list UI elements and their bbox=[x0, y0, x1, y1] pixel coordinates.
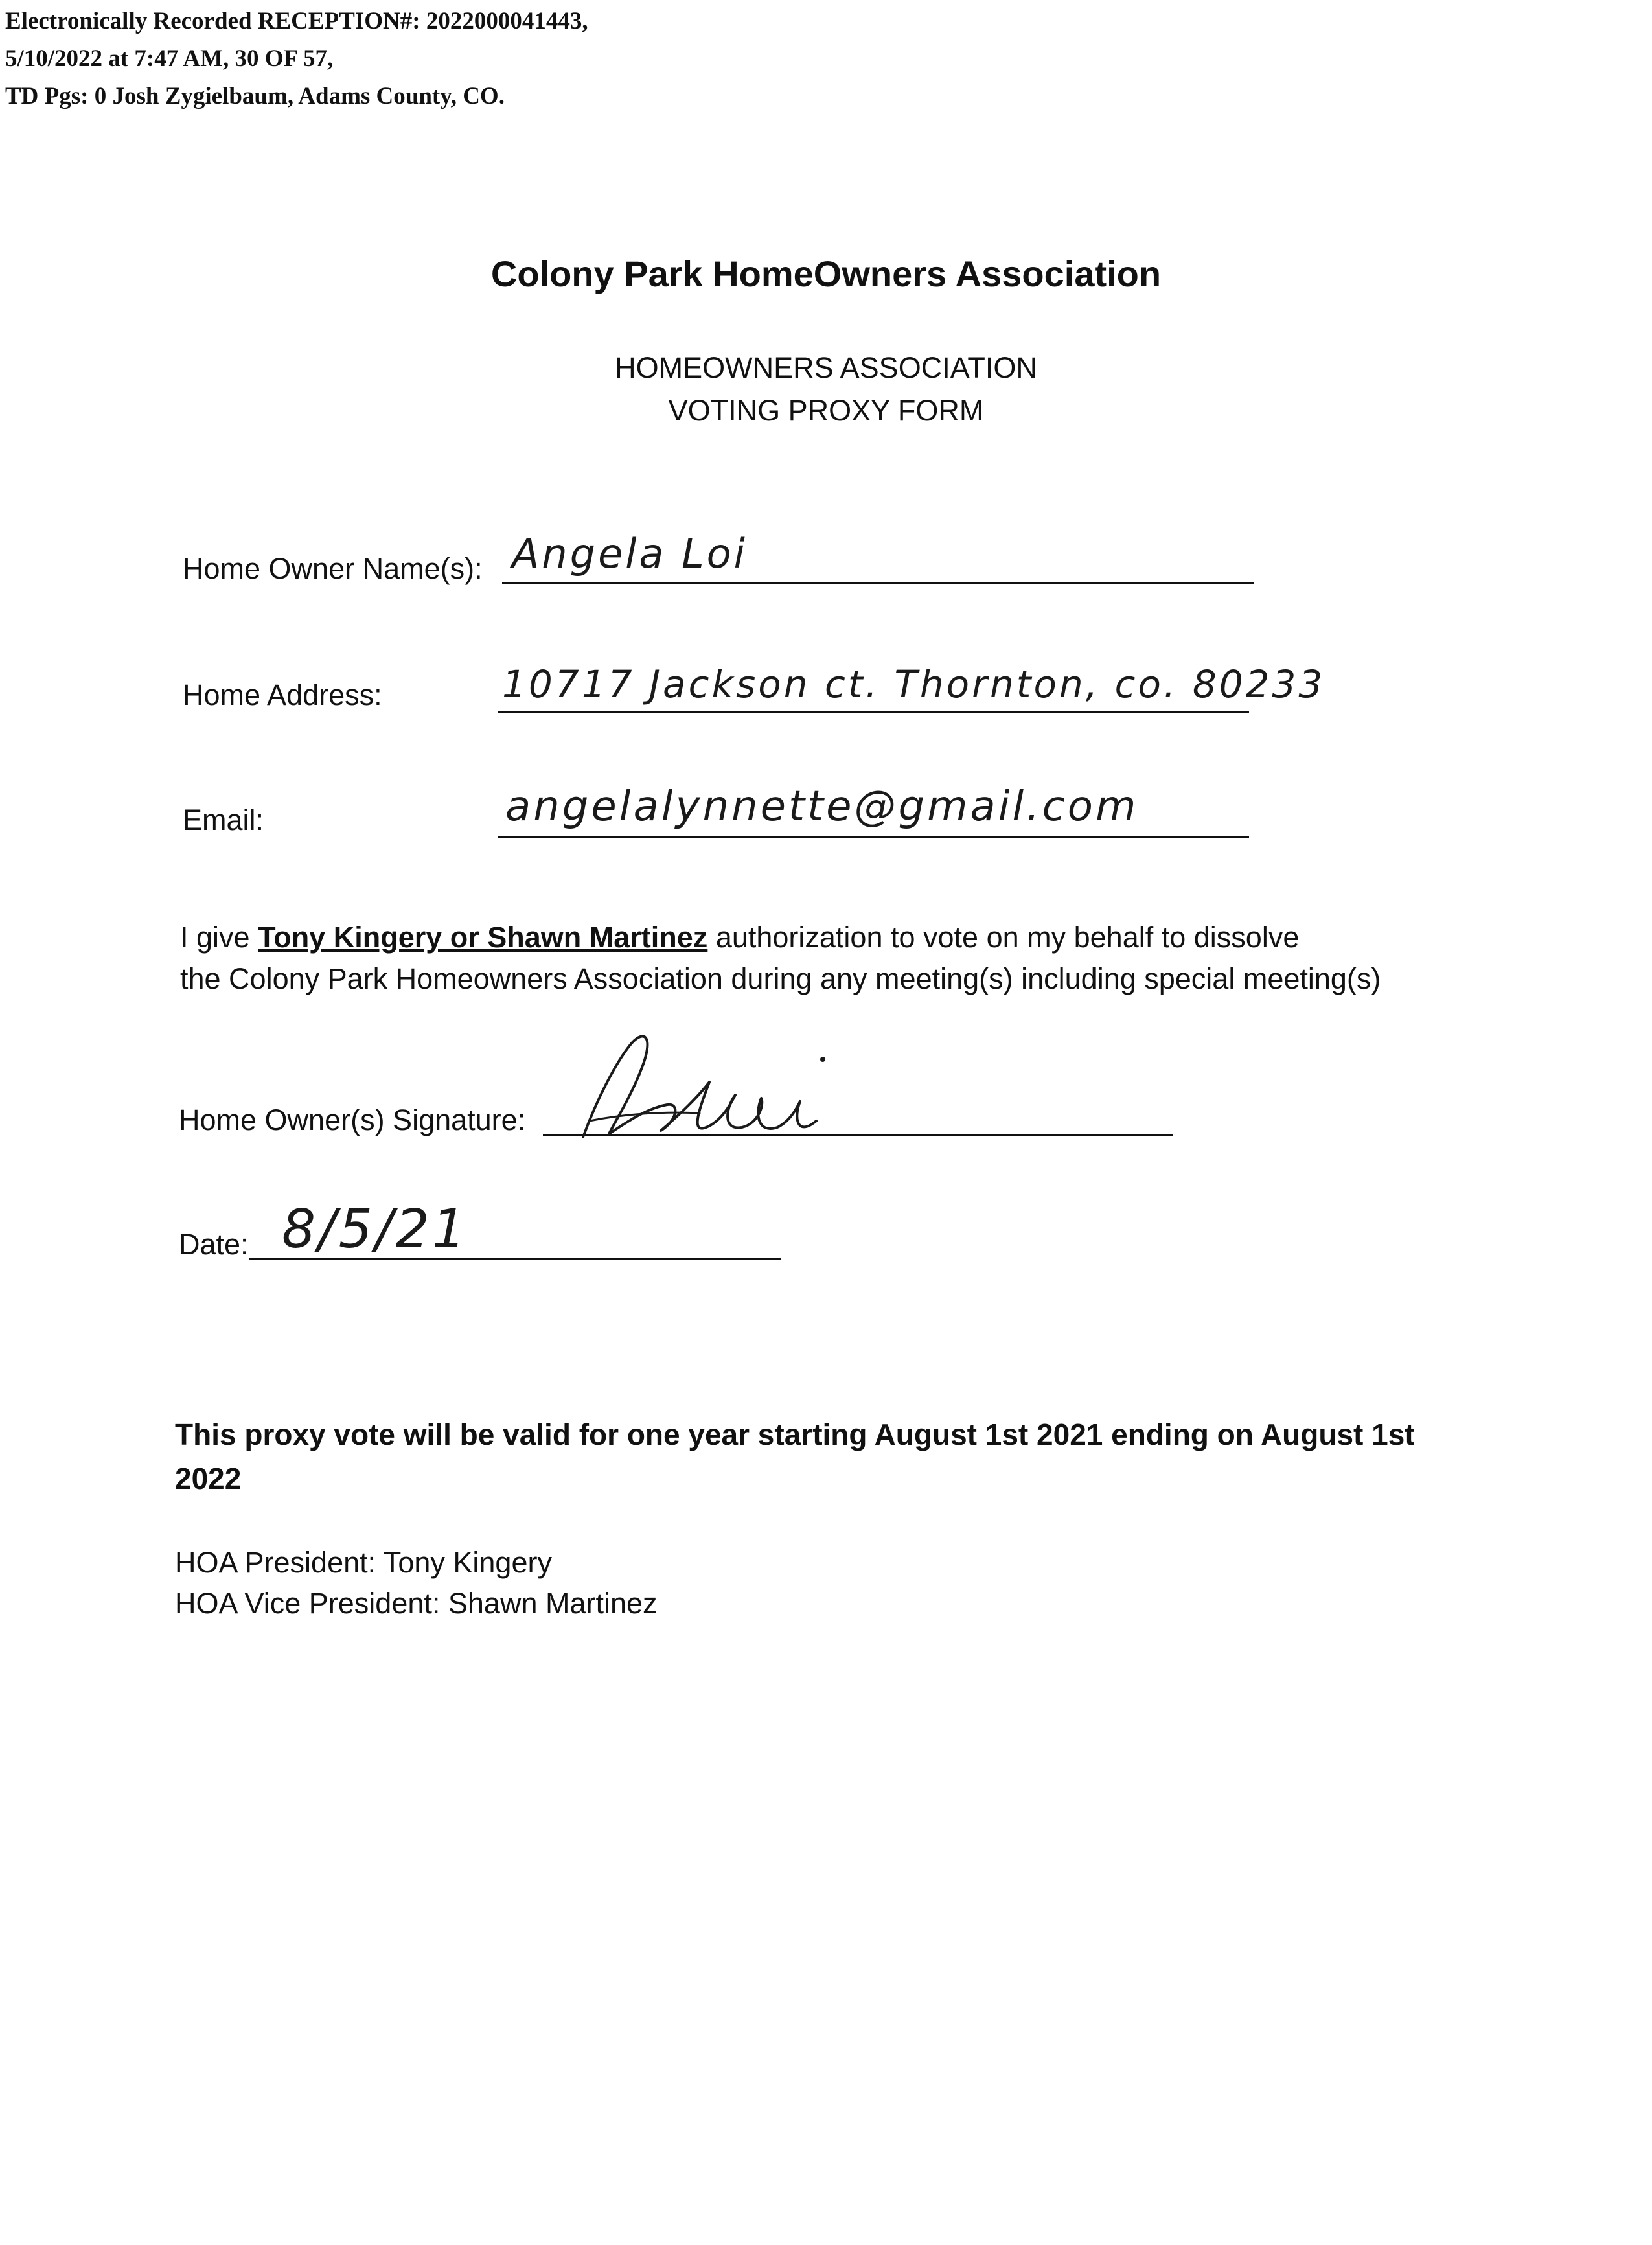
owner-name-line bbox=[502, 582, 1254, 584]
email-value: angelalynnette@gmail.com bbox=[505, 783, 1139, 831]
handwritten-signature bbox=[570, 1024, 855, 1153]
date-label: Date: bbox=[179, 1228, 249, 1261]
recording-stamp-line3: TD Pgs: 0 Josh Zygielbaum, Adams County, CO. bbox=[5, 83, 505, 109]
hoa-president: HOA President: Tony Kingery bbox=[175, 1546, 552, 1579]
address-label: Home Address: bbox=[183, 678, 382, 711]
hoa-vice-president: HOA Vice President: Shawn Martinez bbox=[175, 1587, 658, 1620]
validity-statement: This proxy vote will be valid for one year starting August 1st 2021 ending on August 1st 2022 bbox=[175, 1418, 1415, 1495]
address-value: 10717 Jackson ct. Thornton, co. 80233 bbox=[502, 662, 1325, 706]
recording-stamp-line2: 5/10/2022 at 7:47 AM, 30 OF 57, bbox=[5, 45, 334, 72]
owner-name-value: Angela Loi bbox=[512, 530, 748, 577]
recording-stamp-line1: Electronically Recorded RECEPTION#: 2022000041443, bbox=[5, 8, 588, 34]
officers bbox=[175, 1542, 658, 1624]
email-label: Email: bbox=[183, 803, 264, 836]
email-line bbox=[498, 836, 1249, 838]
recording-stamp bbox=[5, 3, 588, 115]
form-subtitle-line1: HOMEOWNERS ASSOCIATION bbox=[615, 351, 1037, 384]
authorization-line1 bbox=[180, 917, 1381, 958]
authorization-text bbox=[180, 917, 1381, 1000]
form-subtitle-line2: VOTING PROXY FORM bbox=[668, 394, 984, 427]
authorization-prefix: I give bbox=[180, 921, 258, 954]
form-subtitle bbox=[0, 347, 1652, 432]
authorization-suffix: authorization to vote on my behalf to dissolve bbox=[707, 921, 1300, 954]
address-line bbox=[498, 711, 1249, 713]
owner-name-label: Home Owner Name(s): bbox=[183, 552, 483, 585]
authorization-line2: the Colony Park Homeowners Association during any meeting(s) including special meeting(s) bbox=[180, 962, 1381, 995]
form-title: Colony Park HomeOwners Association bbox=[490, 253, 1162, 294]
date-value: 8/5/21 bbox=[282, 1199, 468, 1260]
signature-label: Home Owner(s) Signature: bbox=[179, 1103, 526, 1136]
authorization-proxies: Tony Kingery or Shawn Martinez bbox=[258, 921, 708, 954]
